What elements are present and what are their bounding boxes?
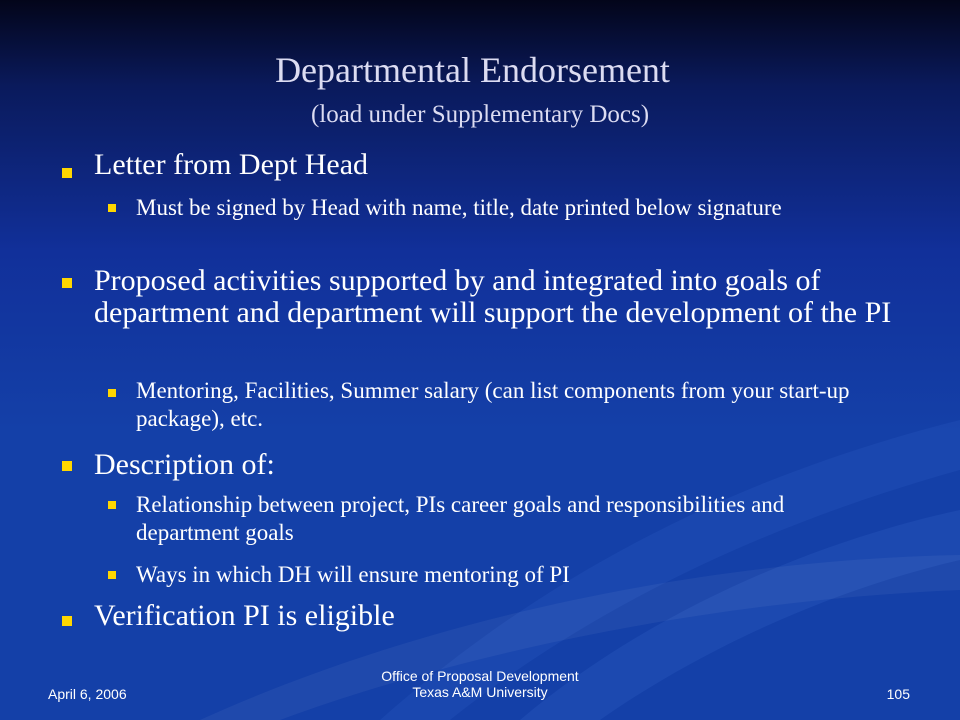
square-bullet-icon bbox=[108, 571, 116, 579]
sub-bullet-text: Relationship between project, PIs career goals and responsibilities and department goals bbox=[136, 492, 785, 545]
square-bullet-icon bbox=[62, 616, 72, 626]
footer-university: Texas A&M University bbox=[412, 684, 548, 700]
square-bullet-icon bbox=[108, 204, 116, 212]
bullet-text: Letter from Dept Head bbox=[94, 148, 369, 181]
square-bullet-icon bbox=[62, 168, 72, 178]
square-bullet-icon bbox=[108, 501, 116, 509]
square-bullet-icon bbox=[62, 461, 72, 471]
slide-subtitle: (load under Supplementary Docs) bbox=[310, 101, 650, 128]
square-bullet-icon bbox=[108, 389, 116, 397]
bullet-text: Description of: bbox=[94, 448, 275, 481]
footer-center bbox=[330, 668, 630, 700]
footer-date: April 6, 2006 bbox=[48, 686, 127, 702]
footer-office: Office of Proposal Development bbox=[381, 668, 579, 684]
sub-bullet-text: Must be signed by Head with name, title, date printed below signature bbox=[136, 195, 782, 220]
bullet-text: Verification PI is eligible bbox=[94, 599, 395, 632]
sub-bullet-text: Ways in which DH will ensure mentoring of PI bbox=[136, 562, 570, 587]
bullet-text: Proposed activities supported by and integrated into goals of department and department will support the development of the PI bbox=[94, 264, 892, 329]
page-number: 105 bbox=[886, 686, 910, 702]
sub-bullet-text: Mentoring, Facilities, Summer salary (can list components from your start-up package), etc. bbox=[136, 378, 850, 431]
square-bullet-icon bbox=[62, 278, 72, 288]
slide-title: Departmental Endorsement bbox=[275, 50, 670, 90]
